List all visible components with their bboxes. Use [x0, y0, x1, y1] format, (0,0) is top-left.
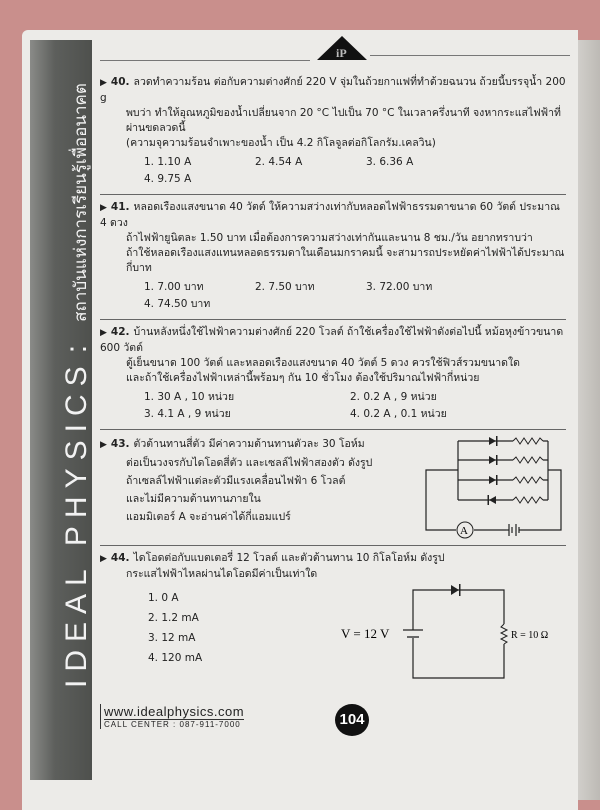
question-number: 43. [110, 438, 130, 450]
question-text: พบว่า ทำให้อุณหภูมิของน้ำเปลี่ยนจาก 20 °C ไปเป็น 70 °C ในเวลาครึ่งนาที จงหากระแสไฟฟ้าที่ผ่านขดลวดนี้ [126, 107, 561, 134]
bullet-arrow-icon: ▶ [100, 203, 107, 213]
brand-subtitle: สถาบันแห่งการเรียนรู้เพื่ออนาคต [71, 83, 91, 322]
resistor-icon [501, 624, 507, 644]
ammeter-label: A [460, 525, 468, 537]
question-text: (ความจุความร้อนจำเพาะของน้ำ เป็น 4.2 กิโลจูลต่อกิโลกรัม.เคลวิน) [126, 137, 436, 149]
call-center: CALL CENTER : 087-911-7000 [104, 720, 241, 729]
resistor-label: R = 10 Ω [511, 630, 549, 641]
answer-option[interactable]: 2. 0.2 A , 9 หน่วย [350, 391, 437, 403]
voltage-label: V = 12 V [341, 626, 390, 641]
page-number: 104 [335, 704, 369, 736]
question-44 [100, 546, 566, 688]
answer-option[interactable]: 3. 6.36 A [366, 156, 414, 168]
header-rule-right [370, 55, 570, 56]
battery-icon [506, 524, 521, 536]
answer-option[interactable]: 4. 120 mA [148, 652, 203, 664]
circuit-diagram-43 [421, 435, 566, 539]
question-text: กระแสไฟฟ้าไหลผ่านไดโอดมีค่าเป็นเท่าใด [126, 568, 318, 580]
footer-contact [100, 704, 244, 729]
battery-icon [403, 630, 423, 637]
question-text: แอมมิเตอร์ A จะอ่านค่าได้กี่แอมแปร์ [126, 511, 291, 523]
answer-option[interactable]: 1. 7.00 บาท [144, 281, 204, 293]
brand-separator: : [60, 336, 93, 354]
question-text: ตู้เย็นขนาด 100 วัตต์ และหลอดเรืองแสงขนาด 40 วัตต์ 5 ดวง ควรใช้ฟิวส์รวมขนาดใด [126, 357, 520, 369]
circuit-diagram-44 [341, 582, 566, 682]
question-43 [100, 430, 566, 546]
bullet-arrow-icon: ▶ [100, 78, 107, 88]
question-text: หลอดเรืองแสงขนาด 40 วัตต์ ให้ความสว่างเท่ากับหลอดไฟฟ้าธรรมดาขนาด 60 วัตต์ ประมาณ 4 ดวง [100, 201, 560, 229]
svg-text:iP: iP [336, 46, 347, 60]
bullet-arrow-icon: ▶ [100, 554, 107, 564]
question-number: 41. [110, 201, 130, 213]
answer-option[interactable]: 2. 1.2 mA [148, 612, 199, 624]
question-42 [100, 320, 566, 430]
question-text: และไม่มีความต้านทานภายใน [126, 493, 261, 505]
question-text: ต่อเป็นวงจรกับไดโอดสี่ตัว และเซลล์ไฟฟ้าสองตัว ดังรูป [126, 457, 373, 469]
question-number: 40. [110, 76, 130, 88]
logo [316, 35, 368, 65]
question-number: 42. [110, 326, 130, 338]
resistor-icon [513, 438, 543, 503]
website-link[interactable]: www.idealphysics.com [104, 704, 245, 719]
question-text: ลวดทำความร้อน ต่อกับความต่างศักย์ 220 V จุ่มในถ้วยกาแฟที่ทำด้วยฉนวน ถ้วยนี้บรรจุน้ำ 200 g [100, 76, 566, 104]
question-number: 44. [110, 552, 130, 564]
question-text: ถ้าเซลล์ไฟฟ้าแต่ละตัวมีแรงเคลื่อนไฟฟ้า 6 โวลต์ [126, 475, 346, 487]
side-banner-text [60, 83, 94, 688]
answer-option[interactable]: 3. 12 mA [148, 632, 196, 644]
question-text: ถ้าใช้หลอดเรืองแสงแทนหลอดธรรมดาในเดือนมกราคมนี้ จะสามารถประหยัดค่าไฟฟ้าได้ประมาณกี่บาท [126, 247, 565, 274]
answer-option[interactable]: 2. 4.54 A [255, 156, 303, 168]
answer-option[interactable]: 2. 7.50 บาท [255, 281, 315, 293]
question-text: และถ้าใช้เครื่องไฟฟ้าเหล่านี้พร้อมๆ กัน 10 ชั่วโมง ต้องใช้ปริมาณไฟฟ้ากี่หน่วย [126, 372, 480, 384]
question-41 [100, 195, 566, 320]
answer-option[interactable]: 3. 4.1 A , 9 หน่วย [144, 408, 231, 420]
question-text: ตัวต้านทานสี่ตัว มีค่าความต้านทานตัวละ 30 โอห์ม [133, 438, 365, 450]
diode-icon [488, 436, 498, 505]
question-40 [100, 70, 566, 195]
brand-name: IDEAL PHYSICS [60, 358, 93, 688]
diode-icon [451, 585, 459, 595]
bullet-arrow-icon: ▶ [100, 328, 107, 338]
answer-option[interactable]: 4. 9.75 A [144, 173, 192, 185]
logo-triangle-icon [316, 35, 368, 61]
question-text: ไดโอดต่อกับแบตเตอรี่ 12 โวลต์ และตัวต้านทาน 10 กิโลโอห์ม ดังรูป [133, 552, 445, 564]
answer-option[interactable]: 1. 1.10 A [144, 156, 192, 168]
question-text: บ้านหลังหนึ่งใช้ไฟฟ้าความต่างศักย์ 220 โวลต์ ถ้าใช้เครื่องใช้ไฟฟ้าดังต่อไปนี้ หม้อหุงข้าวขนาด 600 วัตต์ [100, 326, 564, 354]
answer-option[interactable]: 4. 74.50 บาท [144, 298, 211, 310]
question-list [100, 70, 566, 688]
header-rule-left [100, 60, 310, 61]
bullet-arrow-icon: ▶ [100, 440, 107, 450]
answer-option[interactable]: 1. 0 A [148, 592, 179, 604]
answer-option[interactable]: 3. 72.00 บาท [366, 281, 433, 293]
answer-option[interactable]: 1. 30 A , 10 หน่วย [144, 391, 235, 403]
answer-option[interactable]: 4. 0.2 A , 0.1 หน่วย [350, 408, 447, 420]
question-text: ถ้าไฟฟ้ายูนิตละ 1.50 บาท เมื่อต้องการความสว่างเท่ากันและนาน 8 ชม./วัน อยากทราบว่า [126, 232, 533, 244]
